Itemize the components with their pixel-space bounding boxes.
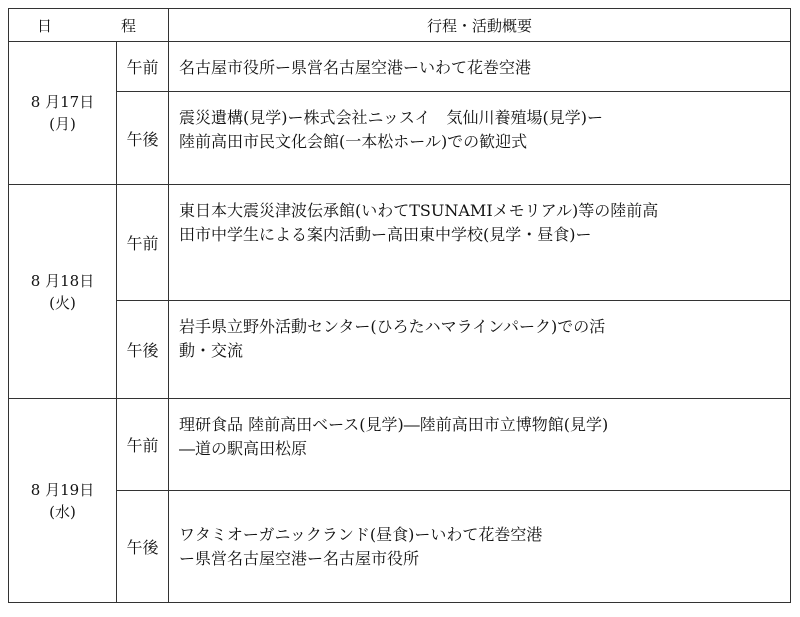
header-schedule: [9, 9, 169, 42]
activity-line: ワタミオーガニックランド(昼食)ーいわて花巻空港: [179, 524, 543, 544]
header-activity-summary: 行程・活動概要: [169, 9, 791, 42]
activity-line: 田市中学生による案内活動ー高田東中学校(見学・昼食)ー: [179, 225, 592, 244]
day1-date: 8 月17日: [30, 93, 95, 111]
day2-pm-row: [9, 301, 791, 399]
day2-weekday: (火): [49, 293, 76, 312]
day2-pm-activities: [169, 301, 791, 399]
activity-line: ー県営名古屋空港ー名古屋市役所: [179, 548, 420, 568]
activity-line: 理研食品 陸前高田ベース(見学)―陸前高田市立博物館(見学): [179, 415, 609, 434]
header-row: [9, 9, 791, 42]
activity-line: ―道の駅高田松原: [179, 439, 308, 458]
day3-date-cell: [9, 399, 117, 603]
activity-line: 名古屋市役所ー県営名古屋空港ーいわて花巻空港: [179, 58, 532, 77]
day3-am-label: 午前: [117, 399, 169, 491]
day3-pm-label: 午後: [117, 491, 169, 603]
day3-am-activities: [169, 399, 791, 491]
day3-am-row: [9, 399, 791, 491]
activity-line: 震災遺構(見学)ー株式会社ニッスイ 気仙川養殖場(見学)ー: [179, 108, 604, 127]
day2-am-row: [9, 185, 791, 301]
day1-weekday: (月): [49, 115, 76, 133]
day3-date: 8 月19日: [30, 480, 95, 499]
day1-am-label: 午前: [117, 42, 169, 92]
day3-pm-activities: [169, 491, 791, 603]
header-schedule-char1: 日: [37, 16, 53, 35]
header-schedule-char2: 程: [121, 16, 137, 35]
day2-am-label: 午前: [117, 185, 169, 301]
day2-am-activities: [169, 185, 791, 301]
day3-weekday: (水): [49, 502, 76, 521]
day1-date-cell: [9, 42, 117, 185]
activity-line: 動・交流: [179, 341, 244, 360]
day2-date-cell: [9, 185, 117, 399]
day2-date: 8 月18日: [30, 271, 95, 290]
day1-am-activities: [169, 42, 791, 92]
schedule-table: [8, 8, 791, 603]
day1-am-row: [9, 42, 791, 92]
day2-pm-label: 午後: [117, 301, 169, 399]
day1-pm-label: 午後: [117, 92, 169, 185]
activity-line: 岩手県立野外活動センター(ひろたハマラインパーク)での活: [179, 317, 606, 336]
activity-line: 東日本大震災津波伝承館(いわてTSUNAMIメモリアル)等の陸前高: [179, 201, 659, 220]
day1-pm-activities: [169, 92, 791, 185]
day3-pm-row: [9, 491, 791, 603]
day1-pm-row: [9, 92, 791, 185]
activity-line: 陸前高田市民文化会館(一本松ホール)での歓迎式: [179, 132, 528, 151]
